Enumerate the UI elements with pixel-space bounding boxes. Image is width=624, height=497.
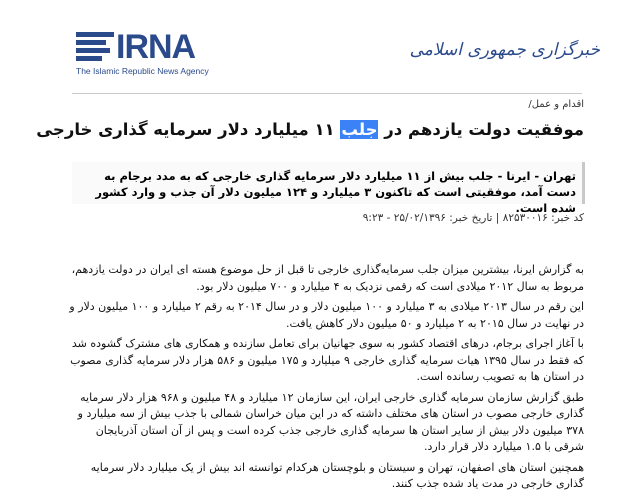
logo-subtitle: The Islamic Republic News Agency — [76, 66, 209, 76]
paragraph: همچنین استان های اصفهان، تهران و سیستان و بلوچستان هرکدام توانسته اند بیش از یک میلیارد دلار سرمایه گذاری خارجی در مدت یاد شده جذب کنند. — [90, 460, 584, 490]
paragraph: با آغاز اجرای برجام، درهای اقتصاد کشور به سوی جهانیان برای تعامل سازنده و همکاری های مشترک گشوده شد که فقط در سال ۱۳۹۵ هیات سرمایه گذاری خارجی ۹ میلیارد و ۱۷۵ میلیون و ۵۸۶ هزار دلار سرمایه گذاری مصوب در استان ها به تصویب رسانده است. — [70, 337, 584, 383]
paragraph: به گزارش ایرنا، بیشترین میزان جلب سرمایه‌گذاری خارجی تا قبل از حل موضوع هسته ای ایران در دولت یازدهم، مربوط به سال ۲۰۱۲ میلادی است که رقمی نزدیک به ۴ میلیارد و ۷۰۰ میلیون دلار بود. — [71, 263, 584, 293]
site-header — [0, 0, 624, 88]
logo-text: IRNA — [116, 28, 196, 66]
title-highlight: جلب — [341, 120, 378, 139]
agency-name: خبرگزاری جمهوری اسلامی — [409, 40, 600, 60]
paragraph: این رقم در سال ۲۰۱۳ میلادی به ۳ میلیارد و ۱۰۰ میلیون دلار و در سال ۲۰۱۴ به رقم ۲ میلیارد و ۱۰۰ میلیون دلار و در نهایت در سال ۲۰۱۵ به ۲ میلیارد و ۵۰ میلیون دلار کاهش یافت. — [69, 300, 584, 330]
paragraph: طبق گزارش سازمان سرمایه گذاری خارجی ایران، این سازمان ۱۲ میلیارد و ۴۸ میلیون و ۹۶۸ هزار دلار سرمایه گذاری خارجی مصوب در استان های مختلف داشته که در این میان خراسان شمالی با جذب بیش از سه میلیارد و ۳۷۸ میلیون دلار بیش از سایر استان ها سرمایه گذاری خارجی جذب کرده است و پس از آن استان آذربایجان شرقی با ۱.۵ میلیارد دلار قرار دارد. — [77, 390, 584, 453]
logo-stripes-icon — [76, 32, 114, 62]
article-title — [36, 120, 584, 139]
title-part-1: موفقیت دولت یازدهم در — [384, 120, 584, 139]
article-lead: تهران - ایرنا - جلب بیش از ۱۱ میلیارد دلار سرمایه گذاری خارجی که به مدد برجام به دست آمد، موفقیتی است که تاکنون ۳ میلیارد و ۱۲۴ میلیون دلار آن جذب و وارد کشور شده است. — [95, 169, 576, 215]
article-body — [68, 262, 584, 497]
article-meta: کد خبر: ۸۲۵۳۰۰۱۶ | تاریخ خبر: ۲۵/۰۲/۱۳۹۶ - ۹:۲۳ — [362, 212, 584, 224]
irna-logo[interactable] — [76, 28, 276, 80]
header-divider — [72, 93, 582, 94]
title-part-2: ۱۱ میلیارد دلار سرمایه گذاری خارجی — [36, 120, 335, 139]
breadcrumb-category[interactable]: اقدام و عمل/ — [528, 99, 584, 110]
